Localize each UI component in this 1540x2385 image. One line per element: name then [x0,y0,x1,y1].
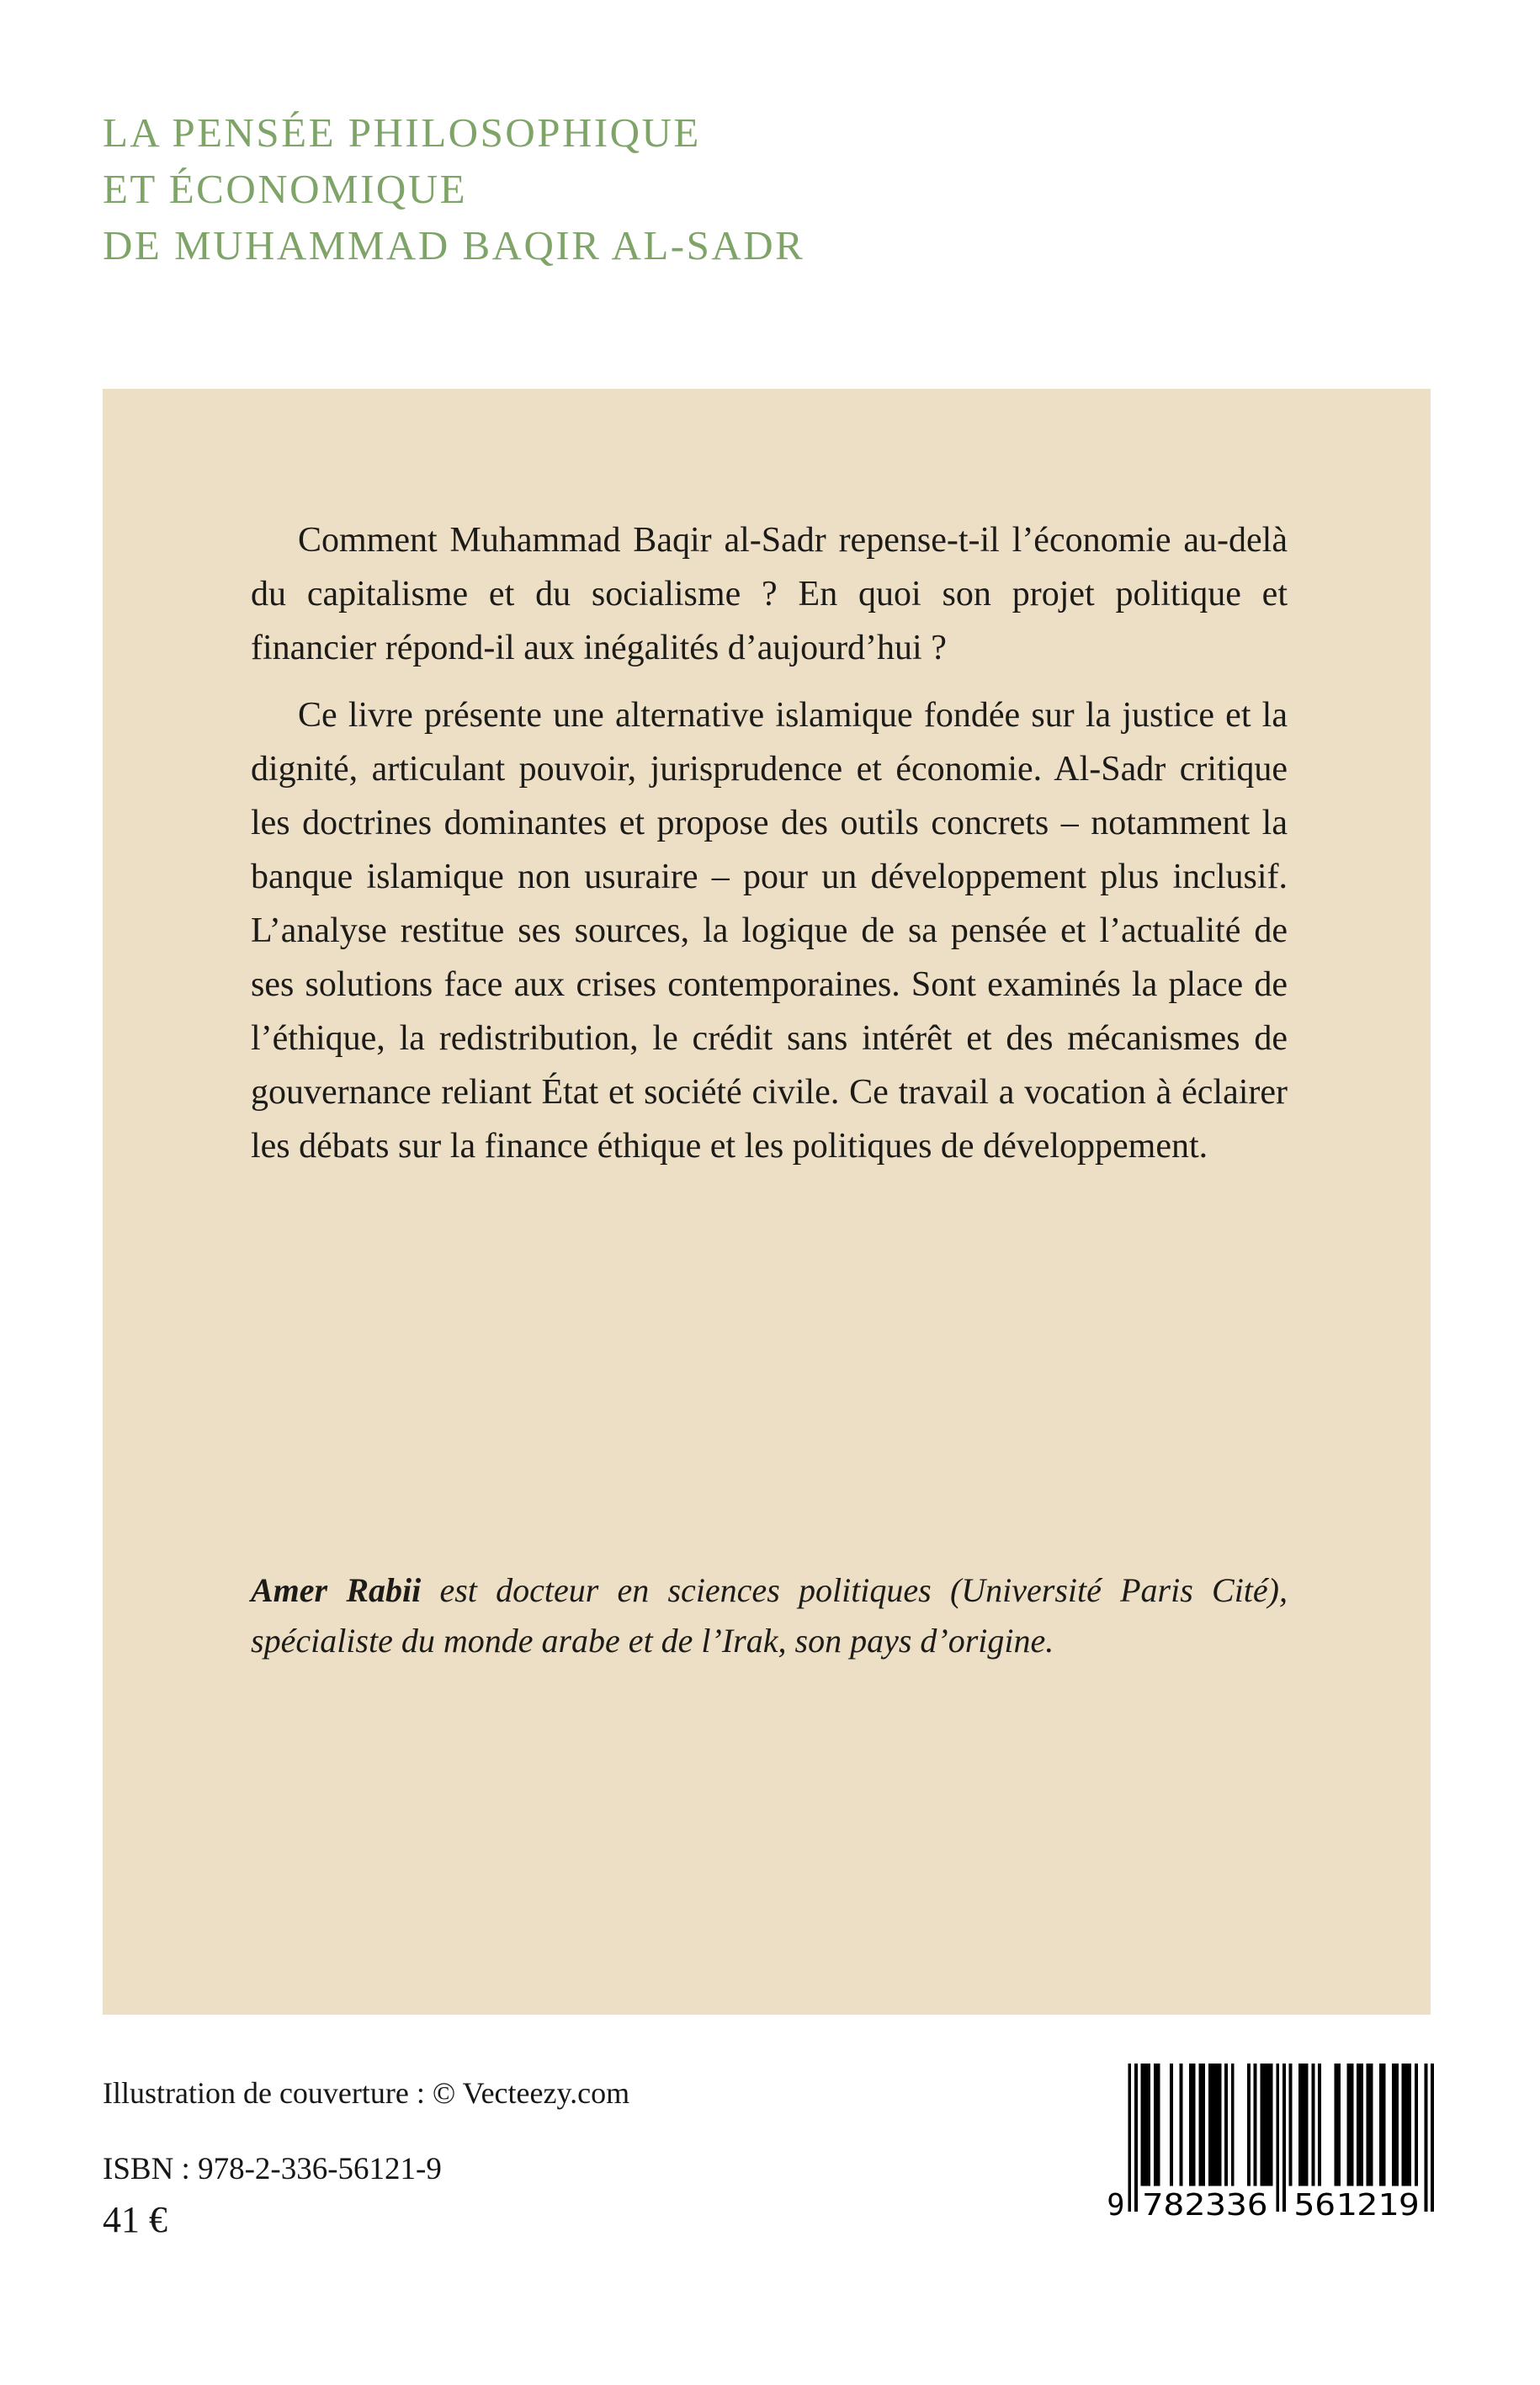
illustration-credit: Illustration de couverture : © Vecteezy.com [103,2076,630,2110]
synopsis-panel [103,389,1431,2015]
author-name: Amer Rabii [251,1571,422,1609]
author-bio [251,1565,1288,1666]
synopsis [251,513,1288,1173]
book-title [103,104,805,274]
title-line-3: DE MUHAMMAD BAQIR AL-SADR [103,222,805,268]
author-bio-text: est docteur en sciences politiques (Université Paris Cité), spécialiste du monde arabe et de l’Irak, son pays d’origine. [251,1571,1288,1660]
svg-text:9: 9 [1107,2187,1125,2223]
isbn-line: ISBN : 978-2-336-56121-9 [103,2152,442,2186]
price: 41 € [103,2199,167,2240]
barcode-svg [1096,2064,1434,2224]
barcode [1096,2064,1434,2224]
synopsis-paragraph-1: Comment Muhammad Baqir al-Sadr repense-t-il l’économie au-delà du capitalisme et du socialisme ? En quoi son projet politique et financier répond-il aux inégalités d’aujourd’hui ? [251,521,1288,667]
synopsis-paragraph-2: Ce livre présente une alternative islamique fondée sur la justice et la dignité, articulant pouvoir, jurisprudence et économie. Al-Sadr critique les doctrines dominantes et propose des outils concrets – notamment la banque islamique non usuraire – pour un développement plus inclusif. L’analyse restitue ses sources, la logique de sa pensée et l’actualité de ses solutions face aux crises contemporaines. Sont examinés la place de l’éthique, la redistribution, le crédit sans intérêt et des mécanismes de gouvernance reliant État et société civile. Ce travail a vocation à éclairer les débats sur la finance éthique et les politiques de développement. [251,696,1288,1166]
svg-text:561219: 561219 [1293,2187,1420,2223]
title-line-2: ET ÉCONOMIQUE [103,166,468,212]
title-line-1: LA PENSÉE PHILOSOPHIQUE [103,109,701,156]
svg-text:782336: 782336 [1142,2187,1268,2223]
